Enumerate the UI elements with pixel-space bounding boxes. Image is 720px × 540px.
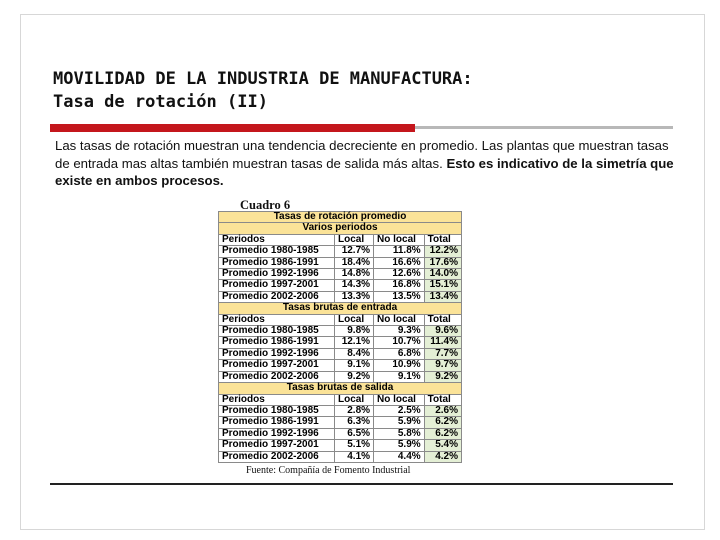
section-title: Tasas brutas de salida xyxy=(219,383,462,394)
cell-local: 14.3% xyxy=(335,280,374,291)
cell-period: Promedio 1986-1991 xyxy=(219,257,335,268)
cell-no-local: 10.9% xyxy=(374,360,425,371)
cell-total: 7.7% xyxy=(424,348,461,359)
table-caption: Cuadro 6 xyxy=(240,198,291,212)
column-header-row xyxy=(219,394,462,405)
cell-period: Promedio 1992-1996 xyxy=(219,269,335,280)
cell-no-local: 5.8% xyxy=(374,428,425,439)
cell-local: 6.3% xyxy=(335,417,374,428)
cell-total: 13.4% xyxy=(424,291,461,302)
cell-period: Promedio 1992-1996 xyxy=(219,428,335,439)
section-header-row xyxy=(219,212,462,223)
slide-title xyxy=(53,68,473,114)
table-row xyxy=(219,291,462,302)
table-row xyxy=(219,428,462,439)
cell-no-local: 9.3% xyxy=(374,326,425,337)
cell-no-local: 5.9% xyxy=(374,440,425,451)
table-row xyxy=(219,417,462,428)
cell-total: 15.1% xyxy=(424,280,461,291)
cell-period: Promedio 1997-2001 xyxy=(219,360,335,371)
cell-no-local: 2.5% xyxy=(374,405,425,416)
table-row xyxy=(219,405,462,416)
body-text-bold: Esto es indicativo de la simetría que existe en ambos procesos. xyxy=(55,155,674,188)
cell-total: 9.6% xyxy=(424,326,461,337)
column-header-periodos: Periodos xyxy=(219,314,335,325)
cell-total: 9.2% xyxy=(424,371,461,382)
cell-local: 6.5% xyxy=(335,428,374,439)
cell-period: Promedio 1980-1985 xyxy=(219,246,335,257)
cell-local: 12.1% xyxy=(335,337,374,348)
section-header-row xyxy=(219,383,462,394)
slide-title-line2: Tasa de rotación (II) xyxy=(53,92,268,112)
cell-local: 12.7% xyxy=(335,246,374,257)
cell-local: 4.1% xyxy=(335,451,374,462)
column-header-periodos: Periodos xyxy=(219,394,335,405)
cell-period: Promedio 1986-1991 xyxy=(219,417,335,428)
cell-no-local: 12.6% xyxy=(374,269,425,280)
section-title: Tasas de rotación promedio xyxy=(219,212,462,223)
cell-no-local: 13.5% xyxy=(374,291,425,302)
cell-local: 18.4% xyxy=(335,257,374,268)
cell-total: 6.2% xyxy=(424,428,461,439)
column-header-total: Total xyxy=(424,394,461,405)
cell-period: Promedio 2002-2006 xyxy=(219,291,335,302)
table-row xyxy=(219,269,462,280)
table-row xyxy=(219,337,462,348)
table-row xyxy=(219,371,462,382)
cell-total: 4.2% xyxy=(424,451,461,462)
rotation-rates-table-container xyxy=(218,211,462,463)
cell-total: 9.7% xyxy=(424,360,461,371)
cell-period: Promedio 1980-1985 xyxy=(219,405,335,416)
cell-total: 12.2% xyxy=(424,246,461,257)
column-header-no-local: No local xyxy=(374,314,425,325)
cell-total: 14.0% xyxy=(424,269,461,280)
cell-no-local: 5.9% xyxy=(374,417,425,428)
table-row xyxy=(219,451,462,462)
table-row xyxy=(219,280,462,291)
cell-local: 9.8% xyxy=(335,326,374,337)
column-header-local: Local xyxy=(335,234,374,245)
cell-no-local: 9.1% xyxy=(374,371,425,382)
column-header-no-local: No local xyxy=(374,394,425,405)
cell-period: Promedio 1980-1985 xyxy=(219,326,335,337)
body-text-regular: Las tasas de rotación muestran una tendencia decreciente en promedio. Las plantas que muestran tasas de entrada mas altas también muestran tasas de salida más altas. xyxy=(55,138,669,171)
cell-local: 9.2% xyxy=(335,371,374,382)
column-header-no-local: No local xyxy=(374,234,425,245)
section-subtitle: Varios periodos xyxy=(219,223,462,234)
cell-total: 11.4% xyxy=(424,337,461,348)
cell-no-local: 11.8% xyxy=(374,246,425,257)
table-row xyxy=(219,360,462,371)
slide-body-text xyxy=(55,137,675,190)
column-header-total: Total xyxy=(424,234,461,245)
rotation-rates-table xyxy=(218,211,462,463)
cell-no-local: 16.8% xyxy=(374,280,425,291)
cell-period: Promedio 1992-1996 xyxy=(219,348,335,359)
section-header-row xyxy=(219,223,462,234)
cell-period: Promedio 2002-2006 xyxy=(219,371,335,382)
cell-total: 17.6% xyxy=(424,257,461,268)
column-header-local: Local xyxy=(335,314,374,325)
table-row xyxy=(219,257,462,268)
table-row xyxy=(219,440,462,451)
section-title: Tasas brutas de entrada xyxy=(219,303,462,314)
cell-period: Promedio 1997-2001 xyxy=(219,280,335,291)
column-header-row xyxy=(219,234,462,245)
cell-local: 14.8% xyxy=(335,269,374,280)
table-row xyxy=(219,326,462,337)
column-header-total: Total xyxy=(424,314,461,325)
title-accent-bar xyxy=(50,124,415,132)
cell-total: 6.2% xyxy=(424,417,461,428)
cell-total: 2.6% xyxy=(424,405,461,416)
section-header-row xyxy=(219,303,462,314)
cell-period: Promedio 1997-2001 xyxy=(219,440,335,451)
cell-no-local: 16.6% xyxy=(374,257,425,268)
table-source: Fuente: Compañía de Fomento Industrial xyxy=(246,465,411,476)
cell-period: Promedio 2002-2006 xyxy=(219,451,335,462)
cell-period: Promedio 1986-1991 xyxy=(219,337,335,348)
column-header-periodos: Periodos xyxy=(219,234,335,245)
cell-no-local: 10.7% xyxy=(374,337,425,348)
column-header-local: Local xyxy=(335,394,374,405)
cell-local: 13.3% xyxy=(335,291,374,302)
cell-no-local: 4.4% xyxy=(374,451,425,462)
cell-local: 9.1% xyxy=(335,360,374,371)
table-row xyxy=(219,348,462,359)
table-row xyxy=(219,246,462,257)
column-header-row xyxy=(219,314,462,325)
cell-local: 8.4% xyxy=(335,348,374,359)
slide-title-line1: MOVILIDAD DE LA INDUSTRIA DE MANUFACTURA: xyxy=(53,69,473,89)
bottom-rule xyxy=(50,483,673,485)
cell-total: 5.4% xyxy=(424,440,461,451)
cell-local: 2.8% xyxy=(335,405,374,416)
cell-no-local: 6.8% xyxy=(374,348,425,359)
cell-local: 5.1% xyxy=(335,440,374,451)
